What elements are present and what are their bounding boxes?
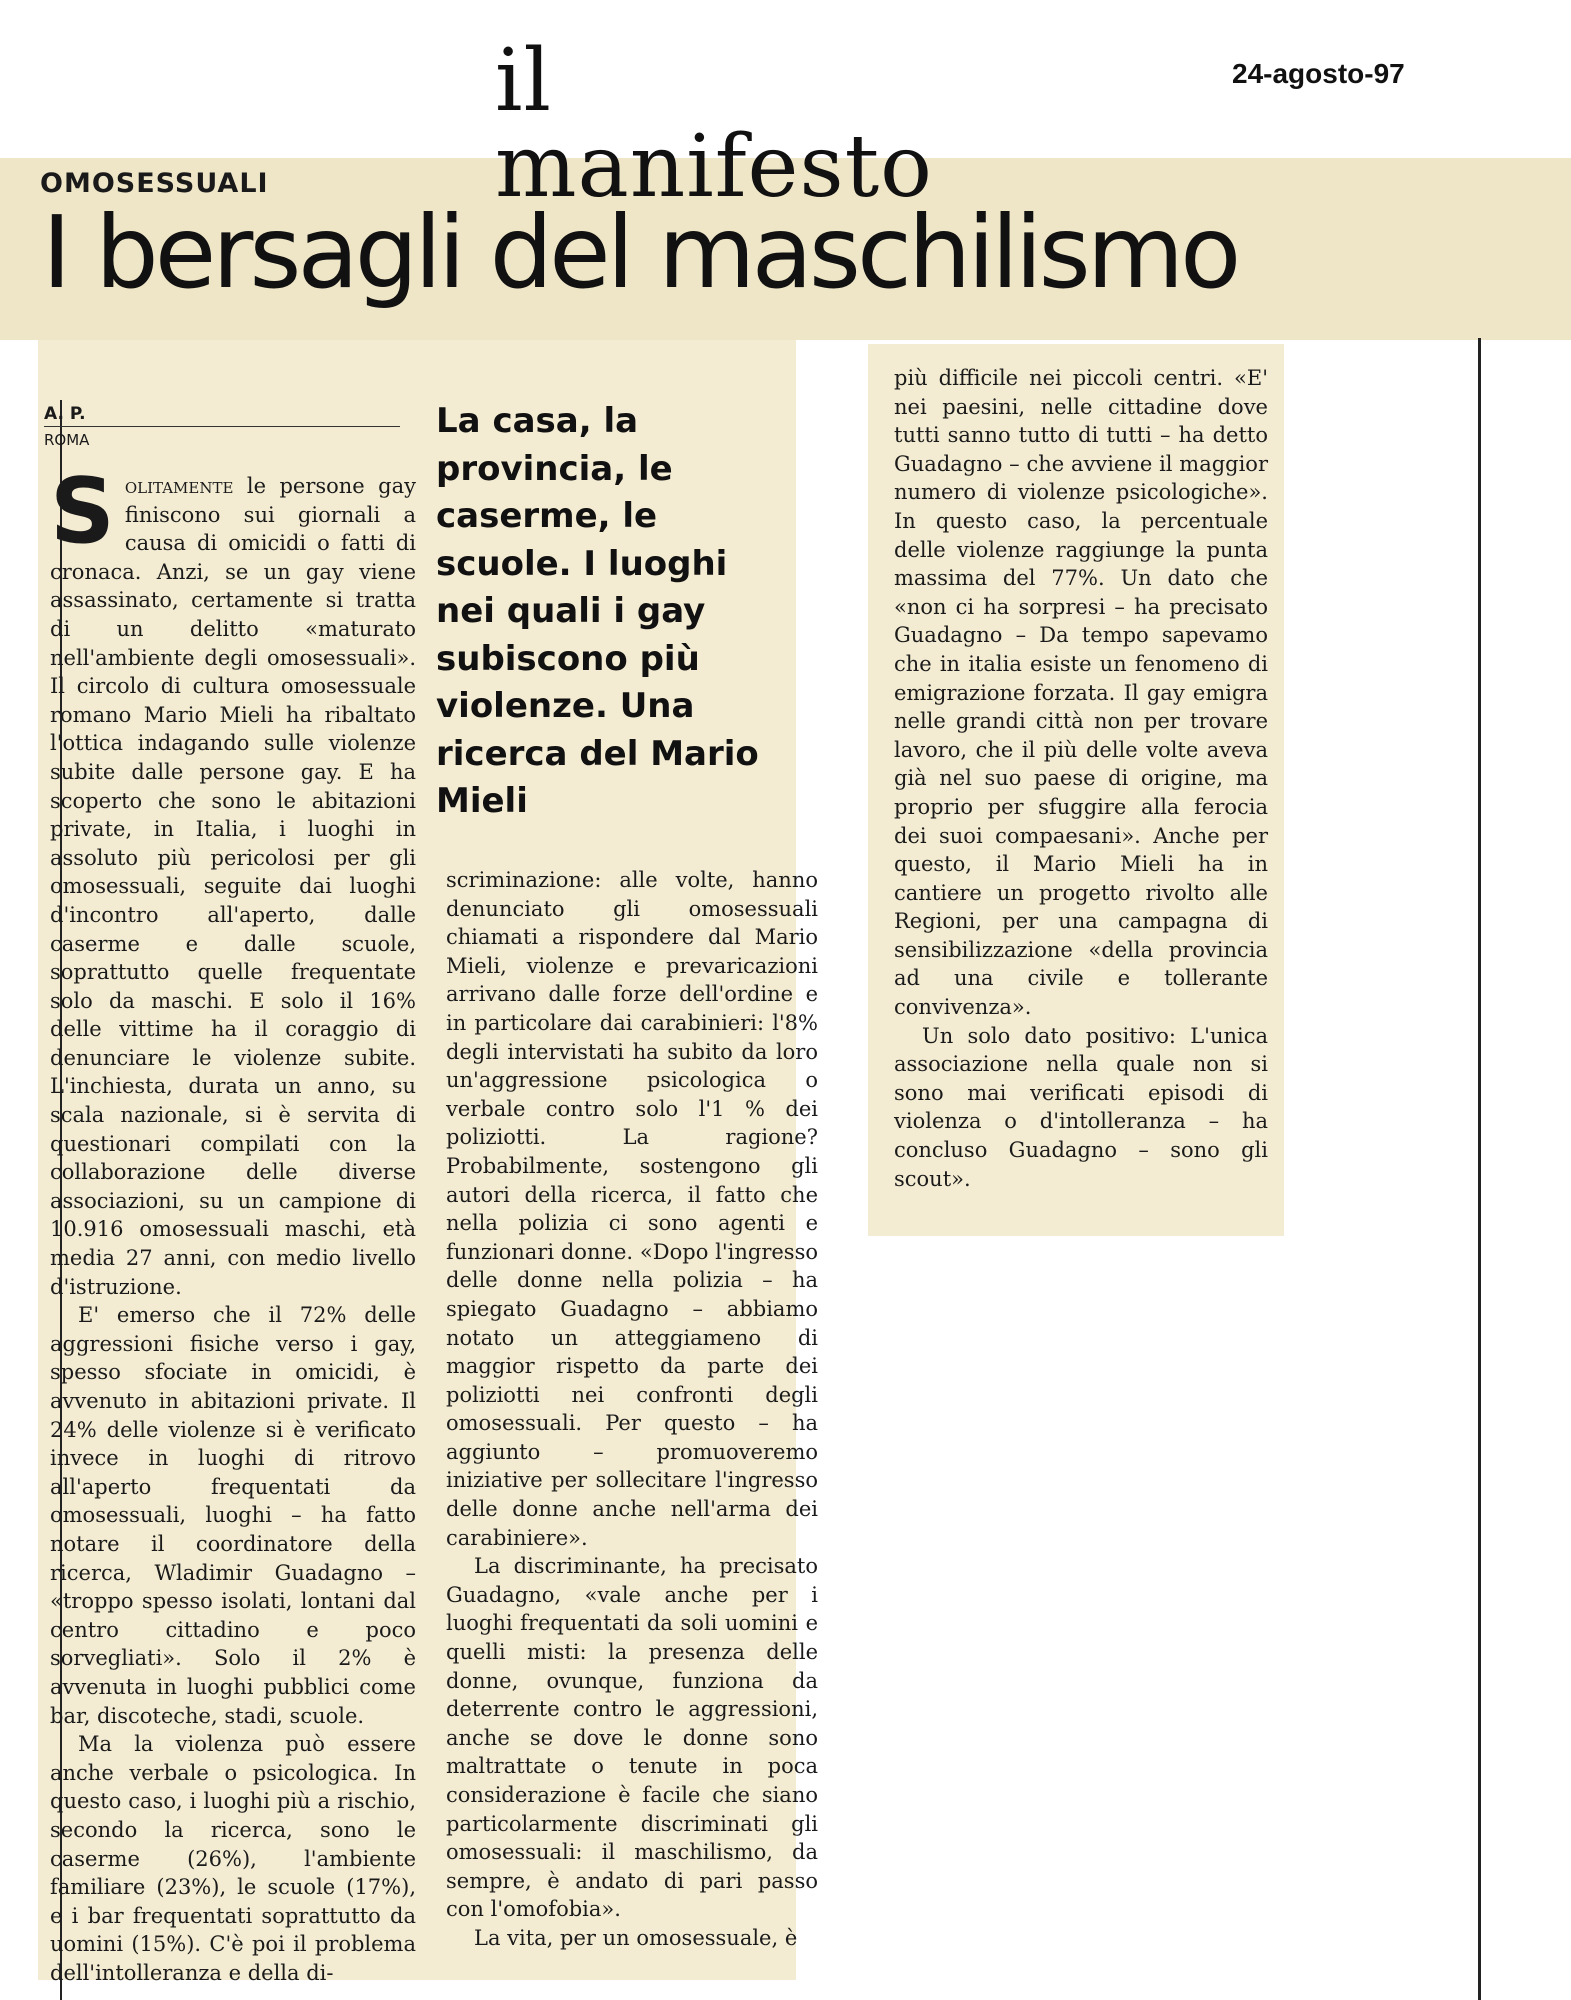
article-paragraph: più difficile nei piccoli centri. «E' nei paesini, nelle cittadine dove tutti sanno tutto di tutti – ha detto Guadagno – che avviene il maggior numero di violenze psicologiche». In questo caso, la percentuale delle violenze raggiunge la punta massima del 77%. Un dato che «non ci ha sorpresi – ha precisato Guadagno – Da tempo sapevamo che in italia esiste un fenomeno di emigrazione forzata. Il gay emigra nelle grandi città non per trovare lavoro, che il più delle volte aveva già nel suo paese di origine, ma proprio per sfuggire alla ferocia dei suoi compaesani». Anche per questo, il Mario Mieli ha in cantiere un progetto rivolto alle Regioni, per una campagna di sensibilizzazione «della provincia ad una civile e tollerante convivenza». <box>894 366 1268 1020</box>
article-paragraph: La discriminante, ha precisato Guadagno, «vale anche per i luoghi frequentati da soli uomini e quelli misti: la presenza delle donne, ovunque, funziona da deterrente contro le aggressioni, anche se dove le donne sono maltrattate o tenute in poca considerazione è facile che siano particolarmente discriminati gli omosessuali: il maschilismo, da sempre, è andato di pari passo con l'omofobia». <box>446 1554 818 1922</box>
article-paragraph: La vita, per un omosessuale, è <box>474 1925 798 1950</box>
publication-date: 24-agosto-97 <box>1232 58 1405 89</box>
paragraph-text: le persone gay finiscono sui giornali a causa di omicidi o fatti di cronaca. Anzi, se un gay viene assassinato, certamente si tratta di un delitto «maturato nell'ambiente degli omosessuali». Il circolo di cultura omosessuale romano Mario Mieli ha ribaltato l'ottica indagando sulle violenze subite dalle persone gay. E ha scoperto che sono le abitazioni private, in Italia, i luoghi in assoluto più pericolosi per gli omosessuali, seguite dai luoghi d'incontro all'aperto, dalle caserme e dalle scuole, soprattutto quelle frequentate solo da maschi. E solo il 16% delle vittime ha il coraggio di denunciare le violenze subite. L'inchiesta, durata un anno, su scala nazionale, si è servita di questionari compilati con la collaborazione delle diverse associazioni, su un campione di 10.916 omosessuali maschi, età media 27 anni, con medio livello d'istruzione. <box>50 474 416 1299</box>
article-paragraph: E' emerso che il 72% delle aggressioni fisiche verso i gay, spesso sfociate in omicidi, è avvenuto in abitazioni private. Il 24% delle violenze si è verificato invece in luoghi di ritrovo all'aperto frequentati da omosessuali, luoghi – ha fatto notare il coordinatore della ricerca, Wladimir Guadagno – «troppo spesso isolati, lontani dal centro cittadino e poco sorvegliati». Solo il 2% è avvenuta in luoghi pubblici come bar, discoteche, stadi, scuole. <box>50 1303 416 1728</box>
article-paragraph: scriminazione: alle volte, hanno denunciato gli omosessuali chiamati a rispondere dal Mario Mieli, violenze e prevaricazioni arrivano dalle forze dell'ordine e in particolare dai carabinieri: l'8% degli intervistati ha subito da loro un'aggressione psicologica o verbale contro solo l'1 % dei poliziotti. La ragione? Probabilmente, sostengono gli autori della ricerca, il fatto che nella polizia ci sono agenti e funzionari donne. «Dopo l'ingresso delle donne nella polizia – ha spiegato Guadagno – abbiamo notato un atteggiameno di maggior rispetto da parte dei poliziotti nei confronti degli omosessuali. Per questo – ha aggiunto – promuoveremo iniziative per sollecitare l'ingresso delle donne anche nell'arma dei carabiniere». <box>446 868 818 1550</box>
article-column-1 <box>50 459 416 1987</box>
drop-cap: S <box>50 459 115 564</box>
lead-smallcaps: olitamente <box>124 474 234 498</box>
article-column-2 <box>446 866 818 1953</box>
byline-place: ROMA <box>44 431 90 449</box>
byline <box>44 404 400 449</box>
pull-quote: La casa, la provincia, le caserme, le scuole. I luoghi nei quali i gay subiscono più violenze. Una ricerca del Mario Mieli <box>436 401 759 821</box>
section-kicker: OMOSESSUALI <box>40 168 269 199</box>
article-column-3 <box>894 364 1268 1193</box>
article-paragraph: Ma la violenza può essere anche verbale o psicologica. In questo caso, i luoghi più a rischio, secondo la ricerca, sono le caserme (26%), l'ambiente familiare (23%), le scuole (17%), e i bar frequentati soprattutto da uomini (15%). C'è poi il problema dell'intolleranza e della di- <box>50 1732 416 1985</box>
page-right-border <box>1478 338 1481 2000</box>
article-paragraph: Un solo dato positivo: L'unica associazione nella quale non si sono mai verificati episodi di violenza o d'intolleranza – ha concluso Guadagno – sono gli scout». <box>894 1023 1268 1191</box>
newspaper-masthead: il manifesto <box>495 31 933 217</box>
article-headline: I bersagli del maschilismo <box>42 194 1238 311</box>
byline-author: A. P. <box>44 404 400 427</box>
article-paragraph <box>50 459 416 1301</box>
